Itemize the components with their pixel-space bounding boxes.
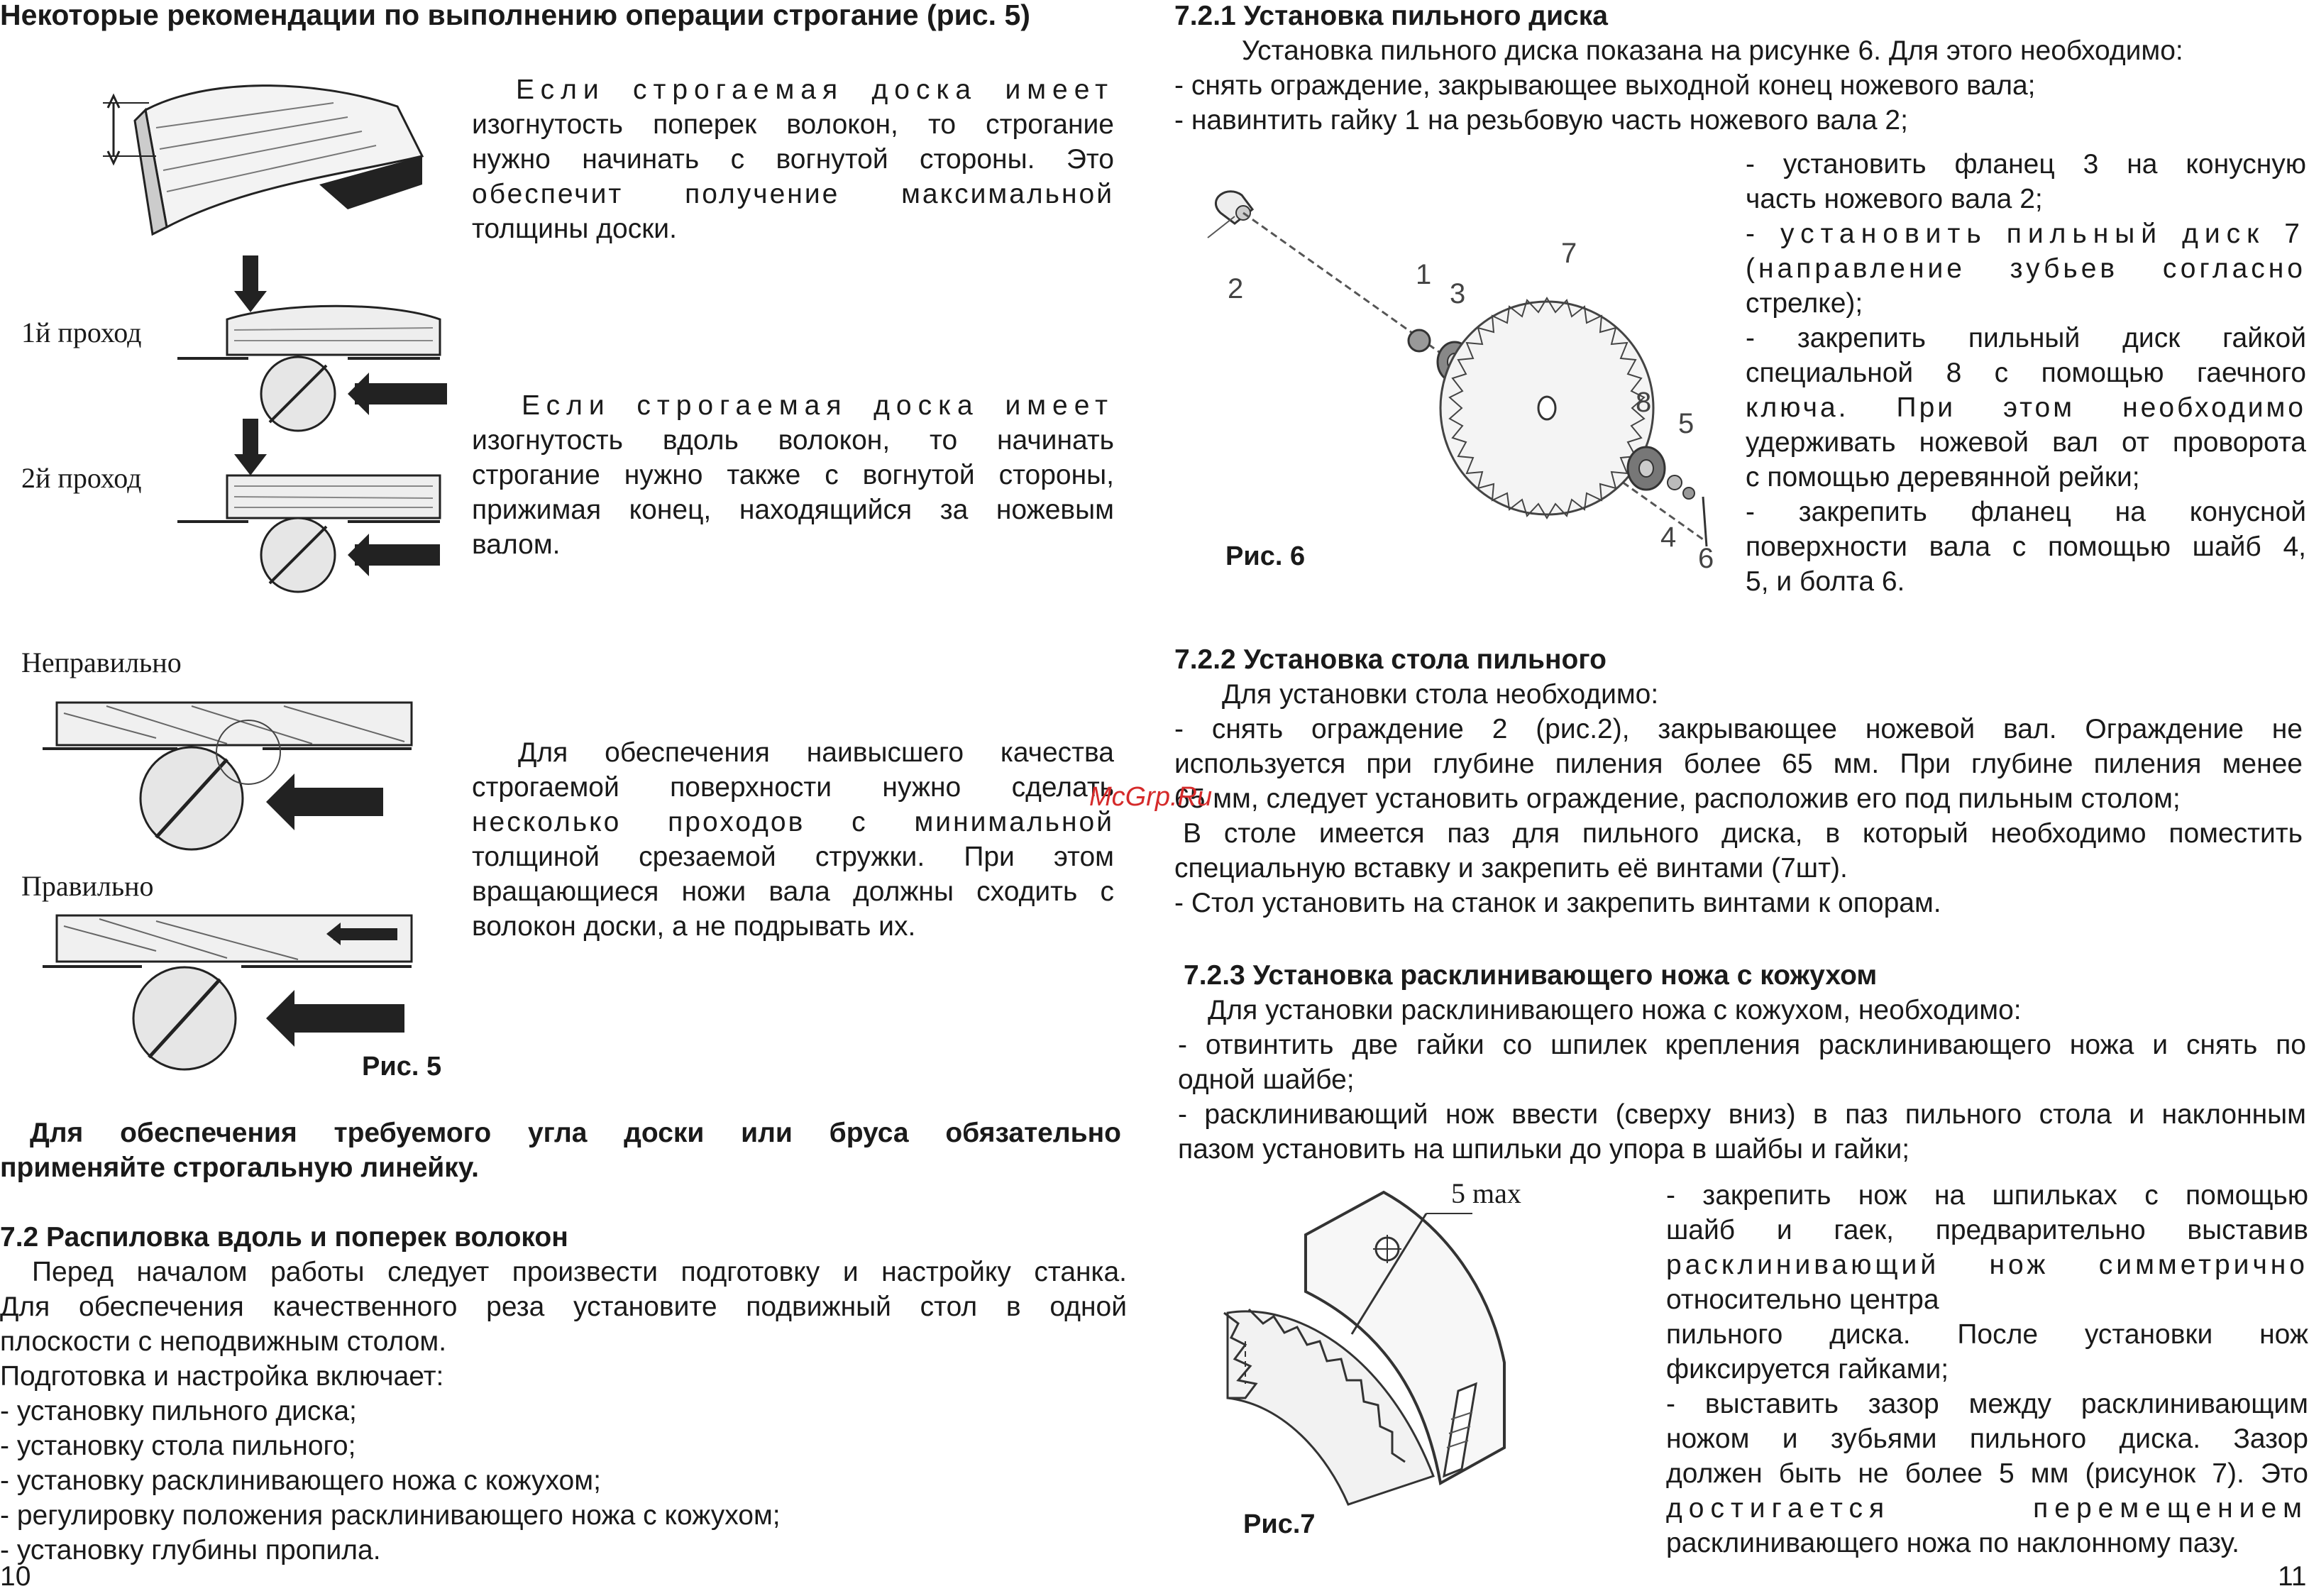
page-number-left: 10 bbox=[0, 1561, 31, 1592]
list-item: - установку расклинивающего ножа с кожухом; bbox=[0, 1465, 601, 1496]
section-7-2-3-body bbox=[1178, 993, 2306, 1167]
text-line: пильного диска. После установки нож bbox=[1666, 1319, 2308, 1350]
fig6-label-1: 1 bbox=[1416, 259, 1432, 290]
text-line: шайб и гаек, предварительно выставив bbox=[1666, 1215, 2308, 1245]
list-item: - закрепить фланец на конусной bbox=[1746, 497, 2306, 527]
list-item: - закрепить пильный диск гайкой bbox=[1746, 323, 2306, 353]
text-line: 5, и болта 6. bbox=[1746, 566, 1905, 597]
fig5-caption: Рис. 5 bbox=[362, 1052, 442, 1082]
text-line: стрелке); bbox=[1746, 288, 1863, 319]
fig6-label-6: 6 bbox=[1698, 543, 1714, 574]
list-item: - расклинивающий нож ввести (сверху вниз) в паз пильного стола и наклонным bbox=[1178, 1099, 2306, 1130]
planing-ruler-warning bbox=[0, 1116, 1121, 1185]
text-line: одной шайбе; bbox=[1178, 1064, 1355, 1095]
fig7-caption: Рис.7 bbox=[1243, 1509, 1316, 1539]
text-line: несколько проходов с минимальной bbox=[472, 807, 1114, 837]
fig6-label-7: 7 bbox=[1561, 238, 1577, 269]
fig6-label-5: 5 bbox=[1678, 408, 1694, 439]
section-7-2-2-body bbox=[1174, 677, 2303, 920]
list-item: - установить фланец 3 на конусную bbox=[1746, 149, 2306, 180]
fig6-label-8: 8 bbox=[1636, 387, 1652, 418]
text-line: Если строгаемая доска имеет bbox=[516, 75, 1114, 105]
saw-blade bbox=[1440, 298, 1653, 518]
text-line: изогнутость поперек волокон, то строгание bbox=[472, 109, 1114, 140]
text-line: плоскости с неподвижным столом. bbox=[0, 1326, 447, 1357]
right-method-diagram bbox=[43, 915, 412, 1069]
text-line: валом. bbox=[472, 529, 561, 560]
text-line: Если строгаемая доска имеет bbox=[522, 390, 1114, 421]
section-7-2-1-intro bbox=[1174, 33, 2309, 138]
section-7-2-3-title: 7.2.3 Установка расклинивающего ножа с кожухом bbox=[1184, 960, 1878, 991]
text-line: относительно центра bbox=[1666, 1284, 1939, 1315]
list-item: - выставить зазор между расклинивающим bbox=[1666, 1389, 2308, 1419]
text-line: волокон доски, а не подрывать их. bbox=[472, 911, 916, 942]
text-line: прижимая конец, находящийся за ножевым bbox=[472, 495, 1114, 525]
fig6-label-4: 4 bbox=[1660, 522, 1677, 553]
text-line: строгание нужно также с вогнутой стороны, bbox=[472, 460, 1114, 490]
figure-7-riving-knife bbox=[1206, 1171, 1604, 1526]
text-line: пазом установить на шпильки до упора в шайбы и гайки; bbox=[1178, 1134, 1910, 1165]
text-line: толщиной срезаемой стружки. При этом bbox=[472, 842, 1114, 872]
section-7-2-body bbox=[0, 1255, 1127, 1568]
list-item: - установку пильного диска; bbox=[0, 1396, 357, 1426]
text-line: фиксируется гайками; bbox=[1666, 1354, 1949, 1385]
list-item: - закрепить нож на шпильках с помощью bbox=[1666, 1180, 2308, 1211]
text-line: используется при глубине пиления более 65 мм. При глубине пиления менее bbox=[1174, 749, 2303, 779]
text-line: поверхности вала с помощью шайб 4, bbox=[1746, 532, 2306, 562]
left-paragraph-2 bbox=[472, 388, 1114, 562]
text-line: (направление зубьев согласно bbox=[1746, 253, 2306, 284]
list-item: - установку стола пильного; bbox=[0, 1431, 356, 1461]
text-line: с помощью деревянной рейки; bbox=[1746, 462, 2140, 492]
fig5-label-pass2: 2й проход bbox=[21, 462, 142, 494]
first-pass-diagram bbox=[177, 255, 447, 431]
fig6-label-3: 3 bbox=[1450, 278, 1466, 309]
text-line: Установка пильного диска показана на рисунке 6. Для этого необходимо: bbox=[1242, 35, 2183, 66]
text-line: расклинивающий нож симметрично bbox=[1666, 1250, 2308, 1280]
list-item: - снять ограждение, закрывающее выходной конец ножевого вала; bbox=[1174, 70, 2036, 101]
list-item: - установку глубины пропила. bbox=[0, 1535, 381, 1565]
text-line: удерживать ножевой вал от проворота bbox=[1746, 427, 2306, 458]
warped-board-diagram bbox=[103, 86, 422, 234]
text-line: расклинивающего ножа по наклонному пазу. bbox=[1666, 1528, 2239, 1558]
section-7-2-1-title: 7.2.1 Установка пильного диска bbox=[1174, 1, 1608, 31]
left-paragraph-1 bbox=[472, 72, 1114, 246]
second-pass-diagram bbox=[177, 419, 440, 592]
watermark: McGrp.Ru bbox=[1089, 782, 1213, 812]
list-item: - навинтить гайку 1 на резьбовую часть ножевого вала 2; bbox=[1174, 105, 1908, 136]
figure-5-illustration bbox=[14, 50, 468, 1079]
text-line: достигается перемещением bbox=[1666, 1493, 2308, 1524]
fig5-label-wrong: Неправильно bbox=[21, 646, 182, 678]
text-line: Для установки расклинивающего ножа с кожухом, необходимо: bbox=[1208, 995, 2022, 1025]
section-7-2-1-steps bbox=[1746, 147, 2306, 599]
fig5-label-pass1: 1й проход bbox=[21, 317, 142, 348]
text-line: строгаемой поверхности нужно сделать bbox=[472, 772, 1114, 803]
left-paragraph-3 bbox=[472, 735, 1114, 944]
text-line: Для обеспечения требуемого угла доски или бруса обязательно bbox=[30, 1118, 1121, 1148]
list-item: - установить пильный диск 7 bbox=[1746, 219, 2306, 249]
text-line: ножом и зубьями пильного диска. Зазор bbox=[1666, 1424, 2308, 1454]
list-item: - Стол установить на станок и закрепить винтами к опорам. bbox=[1174, 888, 1941, 918]
text-line: Подготовка и настройка включает: bbox=[0, 1361, 444, 1392]
text-line: толщины доски. bbox=[472, 214, 677, 244]
section-7-2-3-steps bbox=[1666, 1178, 2308, 1561]
fig6-label-2: 2 bbox=[1228, 273, 1244, 304]
list-item: - регулировку положения расклинивающего ножа с кожухом; bbox=[0, 1500, 781, 1531]
text-line: часть ножевого вала 2; bbox=[1746, 184, 2043, 214]
text-line: специальной 8 с помощью гаечного bbox=[1746, 358, 2306, 388]
text-line: применяйте строгальную линейку. bbox=[0, 1152, 479, 1183]
text-line: должен быть не более 5 мм (рисунок 7). Это bbox=[1666, 1458, 2308, 1489]
text-line: обеспечит получение максимальной bbox=[472, 179, 1114, 209]
text-line: изогнутость вдоль волокон, то начинать bbox=[472, 425, 1114, 456]
fig6-caption: Рис. 6 bbox=[1225, 541, 1306, 571]
page-number-right: 11 bbox=[2278, 1561, 2307, 1592]
section-7-2-title: 7.2 Распиловка вдоль и поперек волокон bbox=[0, 1222, 568, 1253]
text-line: Для установки стола необходимо: bbox=[1222, 679, 1659, 710]
text-line: В столе имеется паз для пильного диска, в который необходимо поместить bbox=[1183, 818, 2303, 849]
section-7-2-2-title: 7.2.2 Установка стола пильного bbox=[1174, 644, 1607, 675]
fig7-dimension-label: 5 max bbox=[1451, 1177, 1521, 1209]
text-line: 65 мм, следует установить ограждение, расположив его под пильным столом; bbox=[1174, 783, 2181, 814]
text-line: ключа. При этом необходимо bbox=[1746, 392, 2306, 423]
text-line: специальную вставку и закрепить её винтами (7шт). bbox=[1174, 853, 1848, 884]
text-line: нужно начинать с вогнутой стороны. Это bbox=[472, 144, 1114, 175]
fig5-label-right: Правильно bbox=[21, 870, 154, 902]
list-item: - снять ограждение 2 (рис.2), закрывающее ножевой вал. Ограждение не bbox=[1174, 714, 2303, 744]
left-page-title: Некоторые рекомендации по выполнению операции строгание (рис. 5) bbox=[0, 0, 1030, 31]
text-line: Перед началом работы следует произвести подготовку и настройку станка. bbox=[32, 1257, 1127, 1287]
wrong-method-diagram bbox=[43, 703, 412, 849]
text-line: Для обеспечения качественного реза установите подвижный стол в одной bbox=[0, 1292, 1127, 1322]
list-item: - отвинтить две гайки со шпилек крепления расклинивающего ножа и снять по bbox=[1178, 1030, 2306, 1060]
text-line: Для обеспечения наивысшего качества bbox=[518, 737, 1114, 768]
text-line: вращающиеся ножи вала должны сходить с bbox=[472, 876, 1114, 907]
figure-6-saw-blade-assembly bbox=[1192, 170, 1731, 596]
